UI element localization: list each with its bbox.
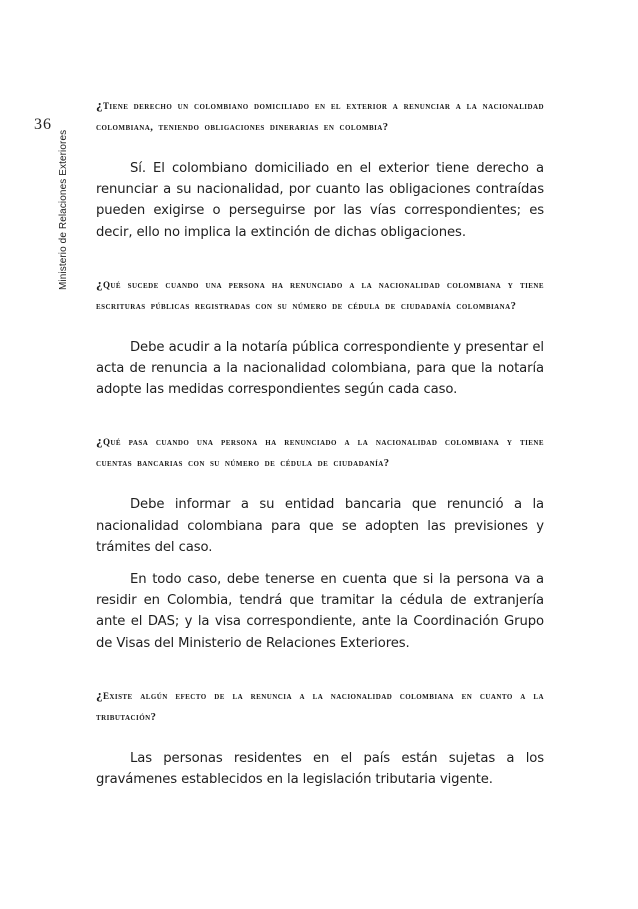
- question-heading: [96, 94, 544, 138]
- answer-paragraph: Debe informar a su entidad bancaria que renunció a la nacionalidad colombiana para que se adopten las previsiones y trámites del caso.: [96, 497, 544, 555]
- page-number: 36: [34, 116, 52, 133]
- question-heading: [96, 430, 544, 474]
- question-text: xiste algún efecto de la renuncia a la nacionalidad colombiana en cuanto a la tributación?: [96, 690, 544, 723]
- answer-paragraph: En todo caso, debe tenerse en cuenta que si la persona va a residir en Colombia, tendrá que tramitar la cédula de extranjería ante el DAS; y la visa correspondiente, ante la Coordinación Grupo de Visas del Ministerio de Relaciones Exteriores.: [96, 572, 544, 651]
- answer-paragraph: Debe acudir a la notaría pública correspondiente y presentar el acta de renuncia a la nacionalidad colombiana, para que la notaría adopte las medidas correspondientes según cada caso.: [96, 339, 544, 398]
- question-initial: ¿t: [96, 97, 110, 112]
- answer-paragraph: Sí. El colombiano domiciliado en el exterior tiene derecho a renunciar a su nacionalidad, por cuanto las obligaciones contraídas pueden exigirse o perseguirse por las vías correspondientes; es decir, ello no implica la extinción de dichas obligaciones.: [96, 161, 544, 240]
- question-text: ué pasa cuando una persona ha renunciado a la nacionalidad colombiana y tiene cuentas bancarias con su número de cédula de ciudadanía?: [96, 437, 544, 470]
- question-initial: ¿q: [96, 433, 111, 449]
- question-heading: [96, 684, 544, 728]
- question-text: iene derecho un colombiano domiciliado en el exterior a renunciar a la nacionalidad colombiana, teniendo obligaciones dinerarias en colombia?: [96, 101, 544, 133]
- question-heading: [96, 273, 544, 317]
- question-text: ué sucede cuando una persona ha renunciado a la nacionalidad colombiana y tiene escrituras públicas registradas con su número de cédula de ciudadanía colombiana?: [96, 279, 544, 312]
- question-initial: ¿e: [96, 686, 110, 702]
- page-content: [96, 94, 544, 790]
- answer-paragraph: Las personas residentes en el país están sujetas a los gravámenes establecidos en la legislación tributaria vigente.: [96, 750, 544, 788]
- publisher-side-label: Ministerio de Relaciones Exteriores: [58, 129, 69, 290]
- question-initial: ¿q: [96, 275, 111, 291]
